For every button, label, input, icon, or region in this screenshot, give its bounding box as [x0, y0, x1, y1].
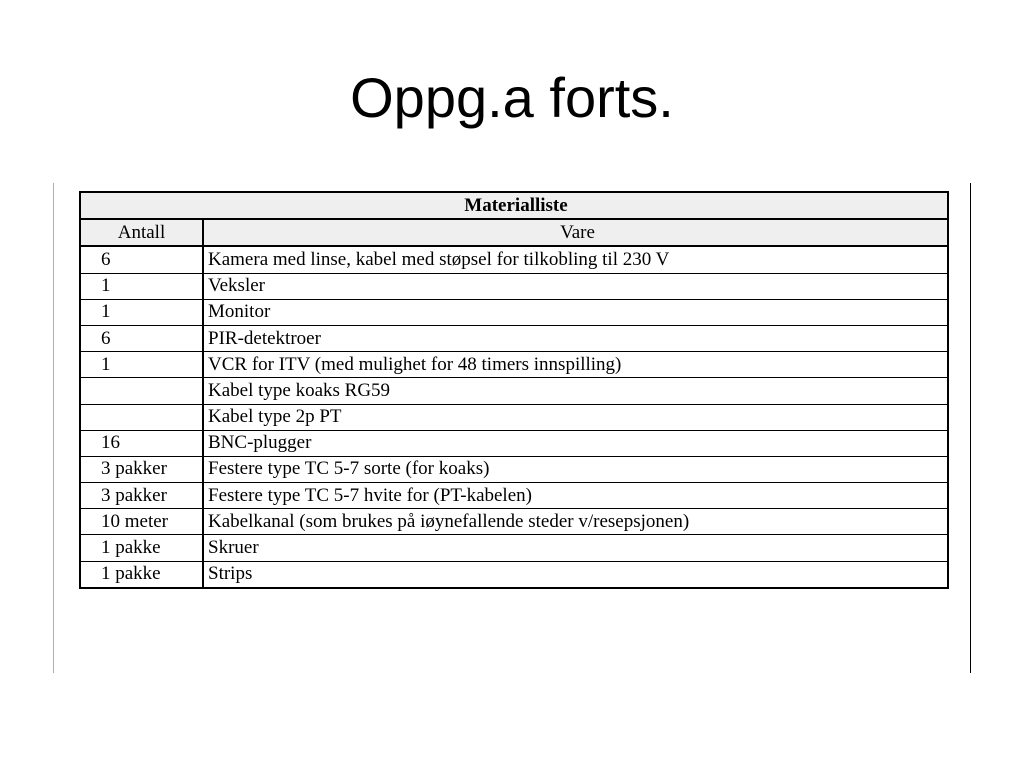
header-qty: Antall	[80, 219, 203, 246]
table-row	[80, 352, 948, 378]
table-row	[80, 509, 948, 535]
cell-qty: 1	[80, 352, 203, 378]
table-caption: Materialliste	[80, 192, 948, 219]
cell-qty: 3 pakker	[80, 483, 203, 509]
cell-item: Festere type TC 5-7 hvite for (PT-kabelen)	[203, 483, 948, 509]
table-row	[80, 325, 948, 351]
table-row	[80, 483, 948, 509]
cell-item: Kabelkanal (som brukes på iøynefallende steder v/resepsjonen)	[203, 509, 948, 535]
cell-item: Skruer	[203, 535, 948, 561]
table-header-row	[80, 219, 948, 246]
table-row	[80, 561, 948, 588]
cell-qty: 1	[80, 273, 203, 299]
cell-item: PIR-detektroer	[203, 325, 948, 351]
cell-qty: 1 pakke	[80, 535, 203, 561]
cell-qty: 3 pakker	[80, 456, 203, 482]
cell-item: Strips	[203, 561, 948, 588]
cell-item: VCR for ITV (med mulighet for 48 timers innspilling)	[203, 352, 948, 378]
frame-border-left	[53, 183, 54, 673]
cell-item: BNC-plugger	[203, 430, 948, 456]
table-row	[80, 535, 948, 561]
cell-qty	[80, 378, 203, 404]
cell-item: Veksler	[203, 273, 948, 299]
table-body	[80, 246, 948, 587]
materials-table	[79, 191, 949, 589]
table-row	[80, 430, 948, 456]
cell-qty: 6	[80, 325, 203, 351]
cell-qty: 6	[80, 246, 203, 273]
header-item: Vare	[203, 219, 948, 246]
cell-qty: 1	[80, 299, 203, 325]
frame-border-right	[970, 183, 971, 673]
cell-qty: 1 pakke	[80, 561, 203, 588]
table-caption-row	[80, 192, 948, 219]
cell-qty: 10 meter	[80, 509, 203, 535]
cell-item: Festere type TC 5-7 sorte (for koaks)	[203, 456, 948, 482]
cell-qty: 16	[80, 430, 203, 456]
slide-title: Oppg.a forts.	[350, 66, 674, 129]
cell-item: Kabel type koaks RG59	[203, 378, 948, 404]
cell-item: Kabel type 2p PT	[203, 404, 948, 430]
table-row	[80, 378, 948, 404]
table-row	[80, 246, 948, 273]
table-row	[80, 299, 948, 325]
cell-qty	[80, 404, 203, 430]
table-row	[80, 404, 948, 430]
cell-item: Kamera med linse, kabel med støpsel for tilkobling til 230 V	[203, 246, 948, 273]
table-row	[80, 273, 948, 299]
table-row	[80, 456, 948, 482]
cell-item: Monitor	[203, 299, 948, 325]
